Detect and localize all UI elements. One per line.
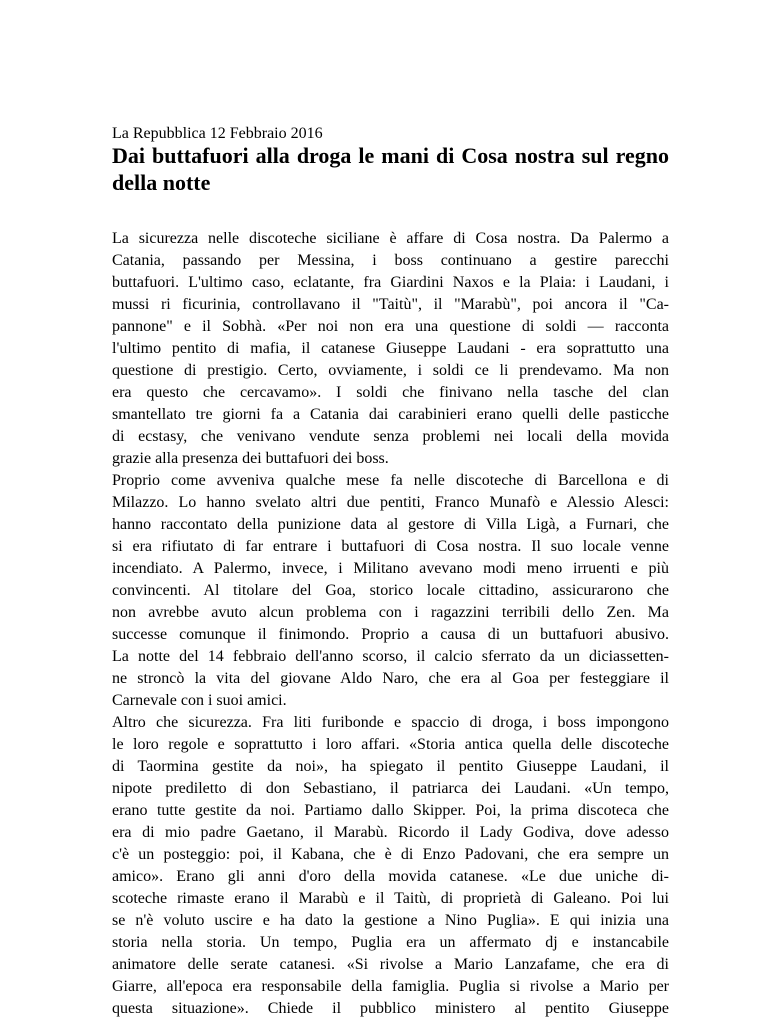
- body-text-line: questione di prestigio. Certo, ovviamente, i soldi ce li prendevamo. Ma non: [112, 362, 669, 379]
- body-text-line: non avrebbe avuto alcun problema con i ragazzini terribili dello Zen. Ma: [112, 604, 669, 621]
- body-text-line: mussi ri ficurinia, controllavano il "Taitù", il "Marabù", poi ancora il "Ca-: [112, 296, 669, 313]
- body-text-line: ne stroncò la vita del giovane Aldo Naro, che era al Goa per festeggiare il: [112, 670, 669, 687]
- body-text-line: le loro regole e soprattutto i loro affari. «Storia antica quella delle discoteche: [112, 736, 669, 753]
- body-text-line: di Taormina gestite da noi», ha spiegato il pentito Giuseppe Laudani, il: [112, 758, 669, 775]
- body-text-line: storia nella storia. Un tempo, Puglia era un affermato dj e instancabile: [112, 934, 669, 951]
- body-text-line: Milazzo. Lo hanno svelato altri due pentiti, Franco Munafò e Alessio Alesci:: [112, 494, 669, 511]
- body-text-line: scoteche rimaste erano il Marabù e il Taitù, di proprietà di Galeano. Poi lui: [112, 890, 669, 907]
- body-text-line: hanno raccontato della punizione data al gestore di Villa Ligà, a Furnari, che: [112, 516, 669, 533]
- body-text-line: Catania, passando per Messina, i boss continuano a gestire parecchi: [112, 252, 669, 269]
- body-text-line: animatore delle serate catanesi. «Si rivolse a Mario Lanzafame, che era di: [112, 956, 669, 973]
- body-text-line: successe comunque il finimondo. Proprio a causa di un buttafuori abusivo.: [112, 626, 669, 643]
- body-text-line: l'ultimo pentito di mafia, il catanese Giuseppe Laudani - era soprattutto una: [112, 340, 669, 357]
- article-headline: Dai buttafuori alla droga le mani di Cosa nostra sul regno della notte: [112, 143, 669, 195]
- body-text-line: erano tutte gestite da noi. Partiamo dallo Skipper. Poi, la prima discoteca che: [112, 802, 669, 819]
- article-source-date: La Repubblica 12 Febbraio 2016: [112, 125, 323, 142]
- body-text-line: La notte del 14 febbraio dell'anno scorso, il calcio sferrato da un diciassetten-: [112, 648, 669, 665]
- body-text-line: incendiato. A Palermo, invece, i Militano avevano modi meno irruenti e più: [112, 560, 669, 577]
- body-text-line: amico». Erano gli anni d'oro della movida catanese. «Le due uniche di-: [112, 868, 669, 885]
- body-text-line: di ecstasy, che venivano vendute senza problemi nei locali della movida: [112, 428, 669, 445]
- body-text-line: Altro che sicurezza. Fra liti furibonde e spaccio di droga, i boss impongono: [112, 714, 669, 731]
- body-text-line: convincenti. Al titolare del Goa, storico locale cittadino, assicurarono che: [112, 582, 669, 599]
- body-text-line: era questo che cercavamo». I soldi che finivano nella tasche del clan: [112, 384, 669, 401]
- body-text-line: Carnevale con i suoi amici.: [112, 692, 287, 709]
- body-text-line: grazie alla presenza dei buttafuori dei boss.: [112, 450, 389, 467]
- body-text-line: La sicurezza nelle discoteche siciliane è affare di Cosa nostra. Da Palermo a: [112, 230, 669, 247]
- body-text-line: buttafuori. L'ultimo caso, eclatante, fra Giardini Naxos e la Plaia: i Laudani, i: [112, 274, 669, 291]
- body-text-line: si era rifiutato di far entrare i buttafuori di Cosa nostra. Il suo locale venne: [112, 538, 669, 555]
- body-text-line: questa situazione». Chiede il pubblico ministero al pentito Giuseppe: [112, 1000, 669, 1017]
- body-text-line: pannone" e il Sobhà. «Per noi non era una questione di soldi — racconta: [112, 318, 669, 335]
- body-text-line: era di mio padre Gaetano, il Marabù. Ricordo il Lady Godiva, dove adesso: [112, 824, 669, 841]
- body-text-line: Giarre, all'epoca era responsabile della famiglia. Puglia si rivolse a Mario per: [112, 978, 669, 995]
- body-text-line: smantellato tre giorni fa a Catania dai carabinieri erano quelli delle pasticche: [112, 406, 669, 423]
- body-text-line: nipote prediletto di don Sebastiano, il patriarca dei Laudani. «Un tempo,: [112, 780, 669, 797]
- body-text-line: se n'è voluto uscire e ha dato la gestione a Nino Puglia». E qui inizia una: [112, 912, 669, 929]
- body-text-line: c'è un posteggio: poi, il Kabana, che è di Enzo Padovani, che era sempre un: [112, 846, 669, 863]
- article-body: [112, 228, 669, 1020]
- body-text-line: Proprio come avveniva qualche mese fa nelle discoteche di Barcellona e di: [112, 472, 669, 489]
